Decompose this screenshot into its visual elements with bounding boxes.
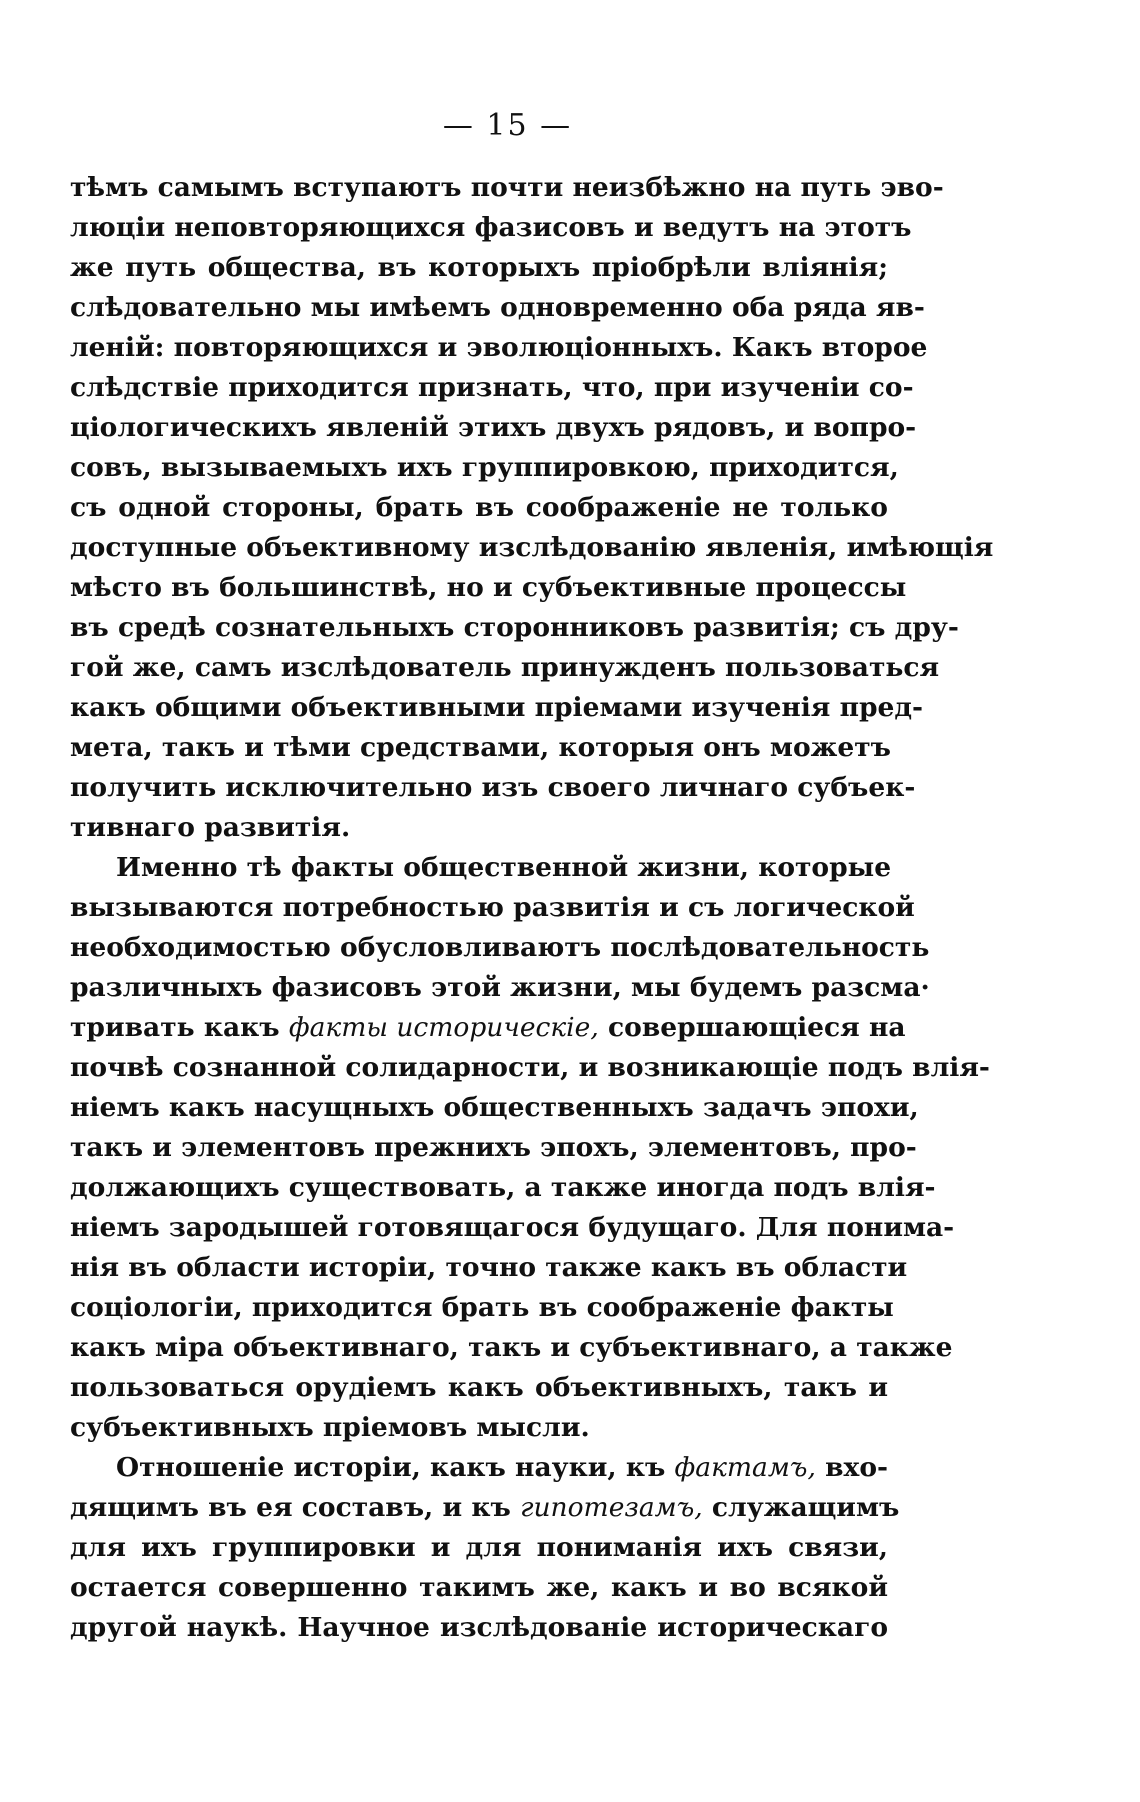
text-line — [70, 688, 924, 728]
text-line — [70, 1568, 888, 1608]
text-line — [70, 1488, 900, 1528]
text-segment: доступные объективному изслѣдованію явленія, имѣющія — [70, 532, 994, 563]
text-segment: ніемъ зародышей готовящагося будущаго. Для понима- — [70, 1212, 955, 1243]
text-line — [70, 1448, 888, 1488]
text-line — [70, 528, 994, 568]
text-line — [70, 968, 930, 1008]
body-text — [70, 168, 994, 1648]
text-segment: должающихъ существовать, а также иногда подъ влія- — [70, 1172, 936, 1203]
text-segment: вхо- — [815, 1452, 889, 1483]
text-segment: мета, такъ и тѣми средствами, которыя онъ можетъ — [70, 732, 891, 763]
text-line — [70, 408, 917, 448]
text-segment: съ одной стороны, брать въ соображеніе не только — [70, 492, 888, 523]
text-segment: для ихъ группировки и для пониманія ихъ связи, — [70, 1532, 888, 1563]
text-line — [70, 368, 914, 408]
text-line — [70, 848, 892, 888]
text-segment: въ средѣ сознательныхъ сторонниковъ развитія; съ дру- — [70, 612, 959, 643]
text-segment: люціи неповторяющихся фазисовъ и ведутъ на этотъ — [70, 212, 912, 243]
text-line — [70, 648, 940, 688]
text-segment: тивнаго развитія. — [70, 812, 351, 843]
text-line — [70, 1008, 906, 1048]
text-line — [70, 1168, 936, 1208]
text-segment: субъективныхъ пріемовъ мысли. — [70, 1412, 590, 1443]
text-line — [70, 608, 959, 648]
text-line — [70, 928, 930, 968]
italic-phrase: фактамъ, — [674, 1452, 816, 1483]
text-segment: дящимъ въ ея составъ, и къ — [70, 1492, 521, 1523]
text-segment: какъ міра объективнаго, такъ и субъективнаго, а также — [70, 1332, 953, 1363]
text-segment: какъ общими объективными пріемами изученія пред- — [70, 692, 924, 723]
italic-phrase: факты историческіе, — [288, 1012, 599, 1043]
text-segment: необходимостью обусловливаютъ послѣдовательность — [70, 932, 930, 963]
text-segment: мѣсто въ большинствѣ, но и субъективные процессы — [70, 572, 907, 603]
text-segment: гой же, самъ изслѣдователь принужденъ пользоваться — [70, 652, 940, 683]
text-line — [70, 1208, 955, 1248]
text-line — [70, 808, 888, 848]
text-line — [70, 1128, 917, 1168]
text-line — [70, 1608, 888, 1648]
text-segment: ніемъ какъ насущныхъ общественныхъ задачъ эпохи, — [70, 1092, 919, 1123]
text-line — [70, 1288, 894, 1328]
text-line — [70, 888, 915, 928]
text-segment: нія въ области исторіи, точно также какъ въ области — [70, 1252, 908, 1283]
text-line — [70, 1088, 919, 1128]
text-line — [70, 1368, 888, 1408]
text-segment: такъ и элементовъ прежнихъ эпохъ, элементовъ, про- — [70, 1132, 917, 1163]
text-line — [70, 1048, 990, 1088]
text-line — [70, 728, 891, 768]
text-segment: слѣдовательно мы имѣемъ одновременно оба ряда яв- — [70, 292, 925, 323]
text-segment: различныхъ фазисовъ этой жизни, мы будемъ разсма· — [70, 972, 930, 1003]
text-line — [70, 448, 899, 488]
text-segment: служащимъ — [702, 1492, 900, 1523]
text-line — [70, 1248, 908, 1288]
text-segment: Отношеніе исторіи, какъ науки, къ — [116, 1452, 675, 1483]
text-segment: соціологіи, приходится брать въ соображеніе факты — [70, 1292, 894, 1323]
text-line — [70, 168, 944, 208]
text-line — [70, 488, 888, 528]
text-segment: слѣдствіе приходится признать, что, при изученіи со- — [70, 372, 914, 403]
text-segment: же путь общества, въ которыхъ пріобрѣли вліянія; — [70, 252, 888, 283]
text-line — [70, 288, 925, 328]
text-segment: совъ, вызываемыхъ ихъ группировкою, приходится, — [70, 452, 899, 483]
text-segment: тривать какъ — [70, 1012, 289, 1043]
text-line — [70, 1528, 888, 1568]
text-line — [70, 1408, 888, 1448]
text-line — [70, 568, 907, 608]
text-line — [70, 328, 928, 368]
text-segment: ціологическихъ явленій этихъ двухъ рядовъ, и вопро- — [70, 412, 917, 443]
text-line — [70, 248, 888, 288]
text-segment: получить исключительно изъ своего личнаго субъек- — [70, 772, 916, 803]
text-line — [70, 768, 916, 808]
text-segment: другой наукѣ. Научное изслѣдованіе историческаго — [70, 1612, 888, 1643]
italic-phrase: гипотезамъ, — [520, 1492, 703, 1523]
text-segment: леній: повторяющихся и эволюціонныхъ. Какъ второе — [70, 332, 928, 363]
page-number: — 15 — — [442, 108, 573, 143]
text-segment: пользоваться орудіемъ какъ объективныхъ, такъ и — [70, 1372, 888, 1403]
text-segment: вызываются потребностью развитія и съ логической — [70, 892, 915, 923]
text-line — [70, 1328, 953, 1368]
text-segment: почвѣ сознанной солидарности, и возникающіе подъ влія- — [70, 1052, 990, 1083]
text-segment: остается совершенно такимъ же, какъ и во всякой — [70, 1572, 888, 1603]
text-segment: тѣмъ самымъ вступаютъ почти неизбѣжно на путь эво- — [70, 172, 944, 203]
text-segment: совершающіеся на — [598, 1012, 906, 1043]
text-line — [70, 208, 912, 248]
text-segment: Именно тѣ факты общественной жизни, которые — [116, 852, 892, 883]
